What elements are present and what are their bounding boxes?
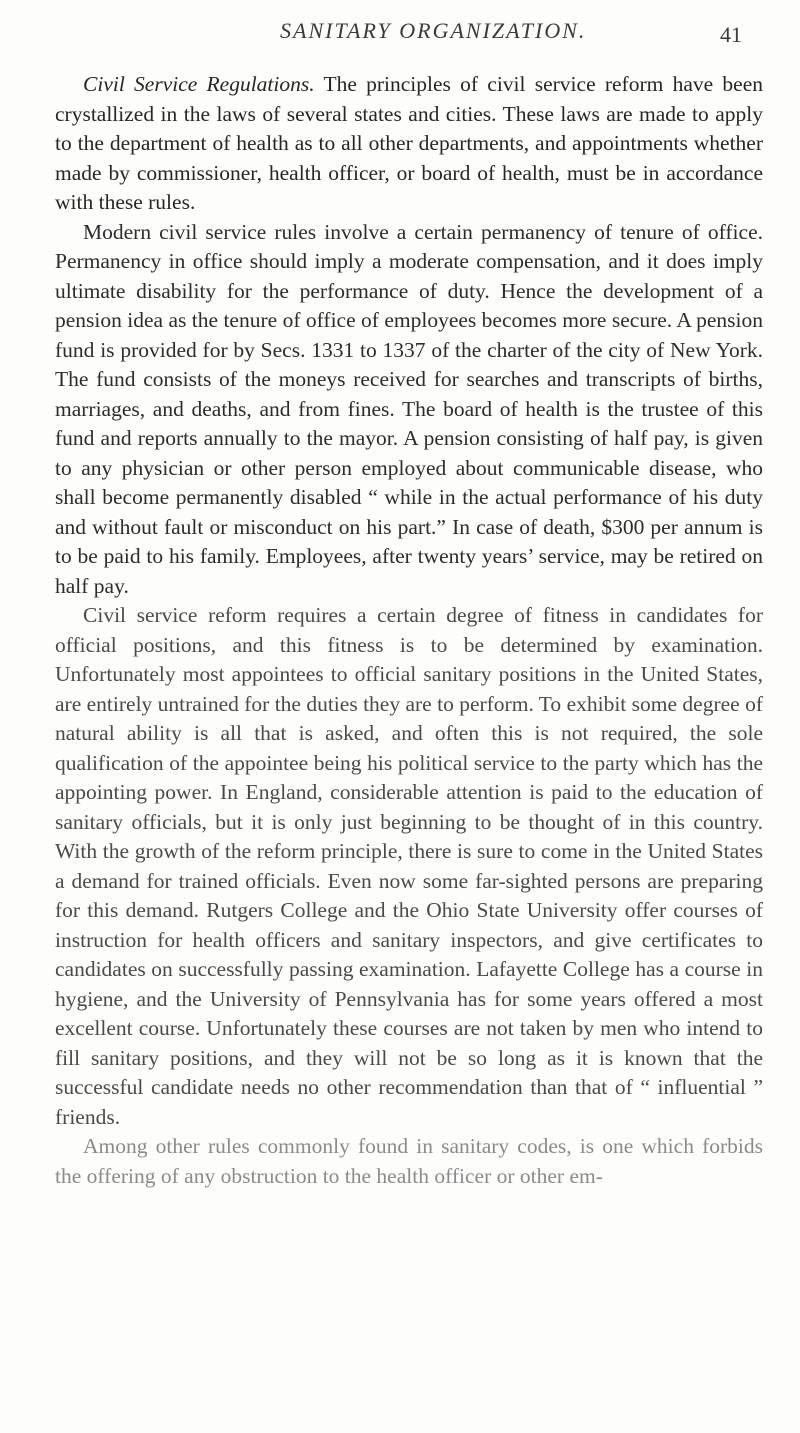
paragraph-obstruction: Among other rules commonly found in sanitary codes, is one which forbids the offering of any obstruction to the health officer or other em- bbox=[55, 1134, 763, 1188]
paragraph-1-text: The principles of civil service reform have been crystallized in the laws of several states and cities. These laws are made to apply to the department of health as to all other departments, and appointments whether made by commissioner, health officer, or board of health, must be in accordance with these rules. bbox=[55, 72, 763, 214]
running-title: SANITARY ORGANIZATION. bbox=[280, 18, 587, 43]
page-number: 41 bbox=[720, 22, 742, 47]
section-heading: Civil Service Regulations. bbox=[83, 72, 315, 96]
paragraph-fitness: Civil service reform requires a certain degree of fitness in candidates for official positions, and this fitness is to be determined by examination. Unfortunately most appointees to official sanitary positions in the United States, are entirely untrained for the duties they are to perform. To exhibit some degree of natural ability is all that is asked, and often this is not required, the sole qualification of the appointee being his political service to the party which has the appointing power. In England, considerable attention is paid to the education of sanitary officials, but it is only just beginning to be thought of in this country. With the growth of the reform principle, there is sure to come in the United States a demand for trained officials. Even now some far-sighted persons are preparing for this demand. Rutgers College and the Ohio State University offer courses of instruction for health officers and sanitary inspectors, and give certificates to candidates on successfully passing examination. Lafayette College has a course in hygiene, and the University of Pennsylvania has for some years offered a most excellent course. Unfortunately these courses are not taken by men who intend to fill sanitary positions, and they will not be so long as it is known that the successful candidate needs no other recommendation than that of “ influential ” friends. bbox=[55, 603, 763, 1129]
body-text bbox=[55, 70, 763, 1191]
running-header bbox=[0, 18, 800, 58]
paragraph-civil-service-regulations bbox=[55, 70, 763, 218]
paragraph-pension: Modern civil service rules involve a certain permanency of tenure of office. Permanency in office should imply a moderate compensation, and it does imply ultimate disability for the performance of duty. Hence the development of a pension idea as the tenure of office of employees becomes more secure. A pension fund is provided for by Secs. 1331 to 1337 of the charter of the city of New York. The fund consists of the moneys received for searches and transcripts of births, marriages, and deaths, and from fines. The board of health is the trustee of this fund and reports annually to the mayor. A pension consisting of half pay, is given to any physician or other person employed about communicable disease, who shall become permanently disabled “ while in the actual performance of his duty and without fault or misconduct on his part.” In case of death, $300 per annum is to be paid to his family. Employees, after twenty years’ service, may be retired on half pay. bbox=[55, 219, 763, 598]
